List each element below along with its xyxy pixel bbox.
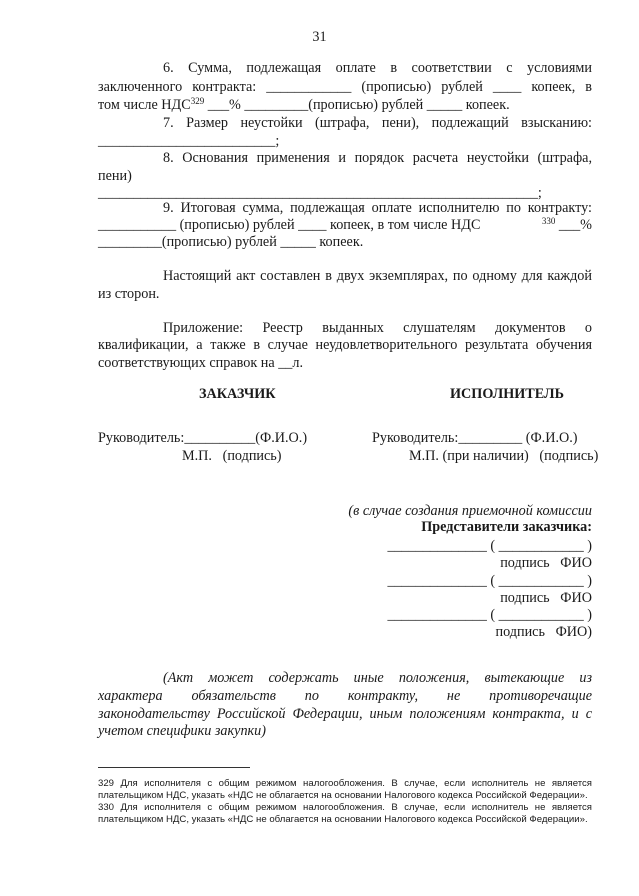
item6-line2: заключенного контракта: ____________ (прописью) рублей ____ копеек, в bbox=[98, 79, 592, 95]
customer-sign-line: М.П. (подпись) bbox=[182, 448, 282, 464]
footnote-329-line1: 329 Для исполнителя с общим режимом налогообложения. В случае, если исполнитель не является bbox=[98, 778, 592, 789]
copies-line2: из сторон. bbox=[98, 286, 160, 302]
commission-row-2-caption: подпись ФИО bbox=[500, 590, 592, 606]
item8-line2: пени) bbox=[98, 168, 132, 184]
customer-heading: ЗАКАЗЧИК bbox=[199, 386, 276, 402]
footnote-330-line2: плательщиком НДС, указать «НДС не облагается на основании Налогового кодекса Российской Федерации». bbox=[98, 814, 588, 825]
commission-row-3-caption: подпись ФИО) bbox=[495, 624, 592, 640]
closing-note-line1: (Акт может содержать иные положения, вытекающие из bbox=[163, 670, 592, 686]
appendix-line2: квалификации, а также в случае неудовлетворительного результата обучения bbox=[98, 337, 592, 353]
commission-row-1-line: ______________ ( ____________ ) bbox=[387, 538, 592, 554]
footnote-ref-330: 330 bbox=[541, 216, 556, 226]
item6-line1: 6. Сумма, подлежащая оплате в соответствии с условиями bbox=[163, 60, 592, 76]
item8-line3: ______________________________________________________________; bbox=[98, 185, 542, 201]
page-number: 31 bbox=[312, 29, 327, 45]
customer-head-line: Руководитель:__________(Ф.И.О.) bbox=[98, 430, 308, 446]
footnote-ref-329: 329 bbox=[190, 96, 205, 106]
appendix-line3: соответствующих справок на __л. bbox=[98, 355, 304, 371]
commission-row-1-caption: подпись ФИО bbox=[500, 555, 592, 571]
commission-note: (в случае создания приемочной комиссии bbox=[348, 503, 592, 519]
footnote-separator bbox=[98, 767, 250, 768]
commission-row-2-line: ______________ ( ____________ ) bbox=[387, 573, 592, 589]
contractor-sign-line: М.П. (при наличии) (подпись) bbox=[409, 448, 599, 464]
footnote-329-line2: плательщиком НДС, указать «НДС не облагается на основании Налогового кодекса Российской Федерации». bbox=[98, 790, 588, 801]
contractor-head-line: Руководитель:_________ (Ф.И.О.) bbox=[372, 430, 578, 446]
item7-line1: 7. Размер неустойки (штрафа, пени), подлежащий взысканию: bbox=[163, 115, 592, 131]
item6-line3: том числе НДС$^{329}$ ___% _________(прописью) рублей _____ копеек. bbox=[98, 96, 510, 113]
commission-heading: Представители заказчика: bbox=[421, 519, 592, 535]
copies-line1: Настоящий акт составлен в двух экземплярах, по одному для каждой bbox=[163, 268, 592, 284]
commission-row-3-line: ______________ ( ____________ ) bbox=[387, 607, 592, 623]
closing-note-line3: законодательству Российской Федерации, иным положениям контракта, и с bbox=[98, 706, 592, 722]
item8-line1: 8. Основания применения и порядок расчета неустойки (штрафа, bbox=[163, 150, 592, 166]
item9-line3: _________(прописью) рублей _____ копеек. bbox=[98, 234, 364, 250]
footnote-330-line1: 330 Для исполнителя с общим режимом налогообложения. В случае, если исполнитель не является bbox=[98, 802, 592, 813]
item9-line1: 9. Итоговая сумма, подлежащая оплате исполнителю по контракту: bbox=[163, 200, 592, 216]
item7-line2: _________________________; bbox=[98, 133, 280, 149]
closing-note-line4: учетом специфики закупки) bbox=[98, 723, 267, 739]
closing-note-line2: характера обязательств по контракту, не противоречащие bbox=[98, 688, 592, 704]
appendix-line1: Приложение: Реестр выданных слушателям документов о bbox=[163, 320, 592, 336]
contractor-heading: ИСПОЛНИТЕЛЬ bbox=[450, 386, 564, 402]
item9-line2: ___________ (прописью) рублей ____ копеек, в том числе НДС $^{330}$ ___% bbox=[98, 216, 592, 233]
